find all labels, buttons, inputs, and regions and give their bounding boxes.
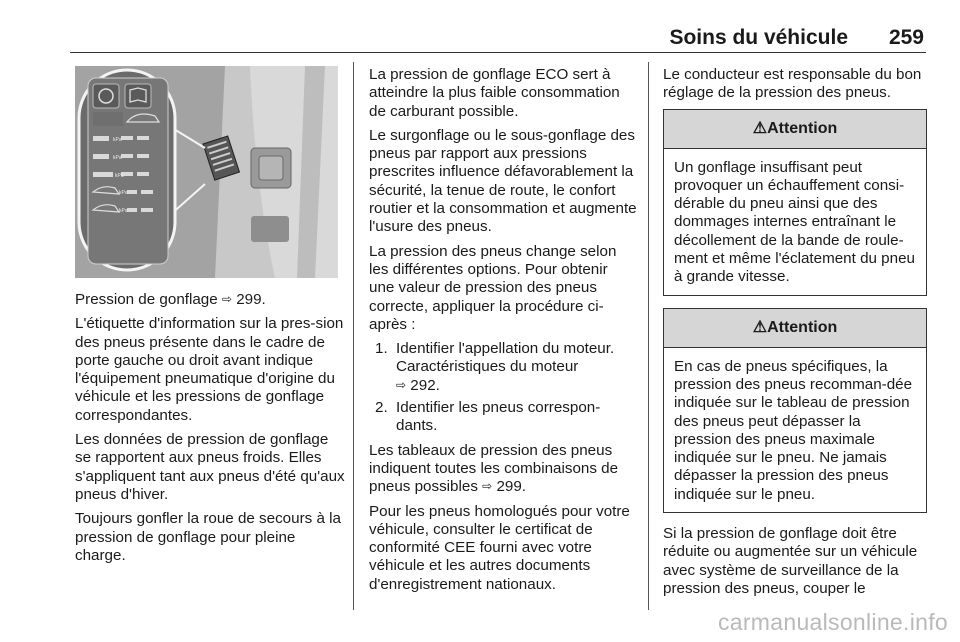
- list-item: 1. Identifier l'appellation du moteur. Caractéristiques du moteur ⇨ 292.: [375, 340, 615, 394]
- warning-text: Un gonflage insuffisant peut provoquer un échauffement consi-dérable du pneu ainsi que des dommages internes entraînant le décollement de la bande de roule-ment et même l'éclatement du pneu à grande vitesse.: [674, 158, 915, 286]
- paragraph: Pression de gonflage ⇨ 299.: [75, 291, 266, 308]
- kpa-label: kPa: [113, 155, 122, 161]
- watermark: carmanualsonline.info: [717, 609, 948, 635]
- kpa-label: kPa: [119, 190, 128, 196]
- paragraph: Toujours gonfler la roue de secours à la pression de gonflage pour pleine charge.: [75, 510, 341, 564]
- paragraph: Les données de pression de gonflage se rapportent aux pneus froids. Elles s'appliquent tant aux pneus d'été qu'aux pneus d'hiver.: [75, 431, 345, 503]
- warning-header: [664, 110, 926, 149]
- warning-triangle-icon: ⚠: [752, 119, 768, 137]
- column-middle: [369, 66, 637, 600]
- page-reference[interactable]: 299.: [236, 291, 266, 308]
- column-right: [663, 66, 927, 604]
- page-reference[interactable]: 299.: [496, 478, 526, 496]
- section-title: Soins du véhicule: [669, 26, 848, 49]
- list-item: 2. Identifier les pneus correspon-dants.: [375, 399, 601, 435]
- warning-text: En cas de pneus spécifiques, la pression des pneus recomman-dée indiquée sur le tableau de pression des pneus peut dépasser la pression des pneus maximale indiquée sur le pneu. Ne jamais dépasser la pression des pneus indiquée sur le pneu.: [674, 357, 913, 503]
- warning-title: Attention: [767, 318, 838, 336]
- paragraph: La pression des pneus change selon les différentes options. Pour obtenir une valeur de pression des pneus correcte, appliquer la procédure ci-après :: [369, 242, 617, 333]
- kpa-label: kPa: [119, 208, 128, 214]
- paragraph: Pour les pneus homologués pour votre véhicule, consulter le certificat de conformité CEE fourni avec votre véhicule et les autres documents d'enregistrement nationaux.: [369, 502, 630, 593]
- kpa-label: kPa: [115, 173, 124, 179]
- warning-box: [663, 109, 927, 296]
- arrow-reference-icon: ⇨: [221, 292, 232, 306]
- warning-header: [664, 309, 926, 348]
- paragraph: Les tableaux de pression des pneus indiquent toutes les combinaisons de pneus possibles ⇨ 299.: [369, 441, 619, 496]
- warning-box: [663, 308, 927, 513]
- paragraph: L'étiquette d'information sur la pres-sion des pneus présente dans le cadre de porte gauche ou droit avant indique l'équipement pneumatique d'origine du véhicule et les pressions de gonflage correspondantes.: [75, 315, 344, 424]
- door-frame-illustration: [75, 66, 338, 278]
- page-header: [70, 18, 926, 53]
- warning-triangle-icon: ⚠: [752, 318, 768, 336]
- column-left: [75, 291, 345, 571]
- procedure-list: [369, 340, 637, 435]
- column-divider: [353, 62, 354, 610]
- paragraph: La pression de gonflage ECO sert à atteindre la plus faible consommation de carburant possible.: [369, 66, 620, 120]
- arrow-reference-icon: ⇨: [482, 479, 493, 494]
- page-number: 259: [888, 26, 924, 49]
- paragraph: Le conducteur est responsable du bon réglage de la pression des pneus.: [663, 66, 922, 102]
- column-divider: [648, 62, 649, 610]
- arrow-reference-icon: ⇨: [396, 377, 407, 392]
- kpa-label: kPa: [113, 137, 122, 143]
- page-reference[interactable]: 292.: [410, 376, 440, 394]
- paragraph: Si la pression de gonflage doit être réduite ou augmentée sur un véhicule avec système de surveillance de la pression des pneus, couper le: [663, 525, 918, 597]
- paragraph: Le surgonflage ou le sous-gonflage des pneus par rapport aux pressions prescrites influence défavorablement la sécurité, la tenue de route, le confort routier et la consommation et augmente l'usure des pneus.: [369, 126, 637, 236]
- warning-title: Attention: [767, 119, 838, 137]
- tire-pressure-label-figure: [75, 66, 338, 278]
